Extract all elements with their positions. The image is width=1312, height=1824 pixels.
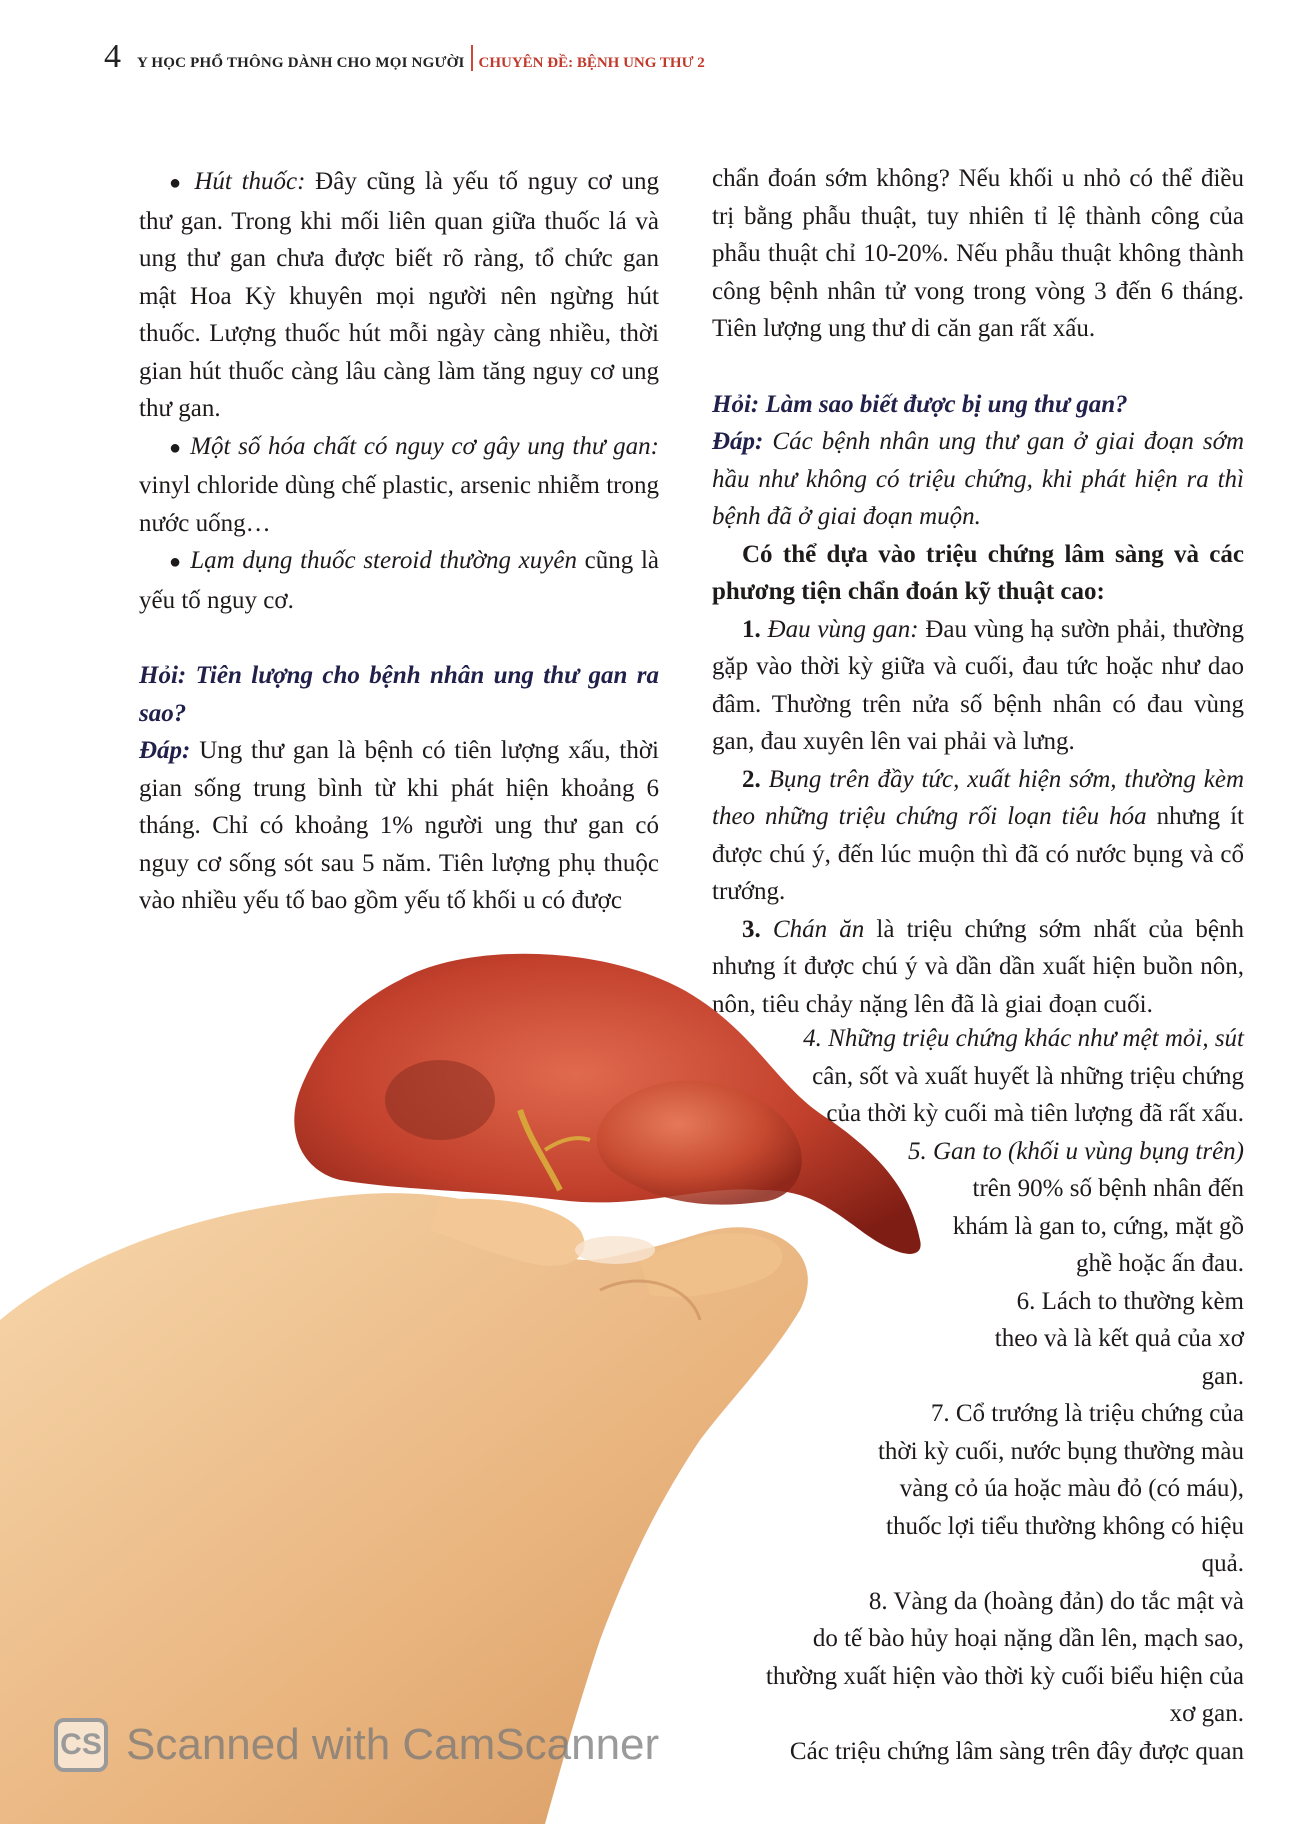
bullet-text: vinyl chloride dùng chế plastic, arsenic nhiễm trong nước uống… xyxy=(139,472,659,537)
symptom-1 xyxy=(712,611,1244,761)
bullet-lead: Hút thuốc: xyxy=(194,168,306,195)
wrap-line xyxy=(766,1245,1244,1283)
bullet-text: cũng là yếu tố nguy cơ. xyxy=(139,547,660,614)
wrap-line xyxy=(766,1358,1244,1396)
page-number: 4 xyxy=(104,38,121,75)
wrap-line xyxy=(766,1058,1244,1096)
bullet-dot-icon: ● xyxy=(169,436,183,459)
wrap-line xyxy=(766,1508,1244,1546)
wrap-line xyxy=(766,1545,1244,1583)
wrap-line xyxy=(766,1658,1244,1696)
wrap-text: vàng cỏ úa hoặc màu đỏ (có máu), xyxy=(899,1475,1244,1502)
camscanner-logo-icon: CS xyxy=(54,1718,108,1772)
topic-label: CHUYÊN ĐỀ: BỆNH UNG THƯ 2 xyxy=(478,55,705,71)
item-lead: Bụng trên đầy tức, xuất hiện sớm, thường kèm theo những triệu chứng rối loạn tiêu hóa xyxy=(712,765,1244,830)
answer-text: Ung thư gan là bệnh có tiên lượng xấu, thời gian sống trung bình từ khi phát hiện khoảng 6 tháng. Chỉ có khoảng 1% người ung thư gan có nguy cơ sống sót sau 5 năm. Tiên lượng phụ thuộc vào nhiều yếu tố bao gồm yếu tố khối u có được xyxy=(139,737,659,914)
item-number: 1. xyxy=(742,615,761,643)
wrap-text: trên 90% số bệnh nhân đến xyxy=(972,1175,1244,1202)
wrap-text: Các triệu chứng lâm sàng trên đây được quan xyxy=(789,1737,1244,1765)
wrap-line xyxy=(766,1433,1244,1471)
wrap-text: khám là gan to, cứng, mặt gồ xyxy=(952,1212,1244,1240)
wrap-text: 5. Gan to (khối u vùng bụng trên) xyxy=(907,1137,1244,1165)
wrap-text: 7. Cổ trướng là triệu chứng của xyxy=(930,1400,1244,1427)
item-number: 3. xyxy=(742,915,761,943)
question-prognosis: Hỏi: Tiên lượng cho bệnh nhân ung thư gan ra sao? xyxy=(139,662,659,727)
question-diagnosis: Hỏi: Làm sao biết được bị ung thư gan? xyxy=(712,390,1128,418)
right-column xyxy=(712,160,1244,1023)
wrap-line xyxy=(766,1208,1244,1246)
wrap-text: của thời kỳ cuối mà tiên lượng đã rất xấu. xyxy=(826,1100,1244,1127)
wrap-line xyxy=(766,1320,1244,1358)
wrap-line xyxy=(766,1283,1244,1321)
wrap-text: cân, sốt và xuất huyết là những triệu chứng xyxy=(812,1062,1244,1090)
wrap-text: thời kỳ cuối, nước bụng thường màu xyxy=(877,1437,1244,1465)
bullet-lead: Một số hóa chất có nguy cơ gây ung thư gan: xyxy=(190,432,659,460)
magazine-title: Y HỌC PHỔ THÔNG DÀNH CHO MỌI NGƯỜI xyxy=(137,55,465,71)
wrap-line xyxy=(766,1133,1244,1171)
page-header xyxy=(104,38,705,78)
bullet-chemicals xyxy=(139,428,659,543)
wrap-line xyxy=(766,1695,1244,1733)
wrap-line xyxy=(766,1095,1244,1133)
wrap-line xyxy=(766,1620,1244,1658)
answer-label: Đáp: xyxy=(139,737,191,764)
bullet-dot-icon: ● xyxy=(169,172,185,194)
wrap-text: xơ gan. xyxy=(1169,1700,1244,1727)
answer-label: Đáp: xyxy=(712,428,764,455)
wrap-line xyxy=(766,1583,1244,1621)
item-text: Đau vùng hạ sườn phải, thường gặp vào thời kỳ giữa và cuối, đau tức hoặc như dao đâm. Thường trên nửa số bệnh nhân có đau vùng gan, đau xuyên lên vai phải và lưng. xyxy=(712,615,1244,755)
wrap-line xyxy=(766,1170,1244,1208)
symptom-2 xyxy=(712,761,1244,911)
left-column xyxy=(139,163,659,920)
bullet-steroid xyxy=(139,542,659,619)
wrap-text: 4. Những triệu chứng khác như mệt mỏi, sút xyxy=(803,1025,1244,1052)
wrap-text: theo và là kết quả của xơ xyxy=(994,1325,1244,1352)
wrap-line xyxy=(766,1395,1244,1433)
answer-diagnosis xyxy=(712,423,1244,536)
wrapped-symptom-text xyxy=(766,1020,1244,1770)
gallbladder xyxy=(385,1060,495,1140)
wrap-text: thường xuất hiện vào thời kỳ cuối biểu hiện của xyxy=(765,1662,1244,1690)
symptoms-intro: Có thể dựa vào triệu chứng lâm sàng và các phương tiện chẩn đoán kỹ thuật cao: xyxy=(712,540,1244,605)
prognosis-continued: chẩn đoán sớm không? Nếu khối u nhỏ có thể điều trị bằng phẫu thuật, tuy nhiên tỉ lệ thành công của phẫu thuật chỉ 10-20%. Nếu phẫu thuật không thành công bệnh nhân tử vong trong vòng 3 đến 6 tháng. Tiên lượng ung thư di căn gan rất xấu. xyxy=(712,165,1244,342)
item-lead: Chán ăn xyxy=(760,915,865,943)
item-text: là triệu chứng sớm nhất của bệnh nhưng ít được chú ý và dần dần xuất hiện buồn nôn, nôn, tiêu chảy nặng lên đã là giai đoạn cuối. xyxy=(712,915,1244,1018)
item-number: 2. xyxy=(742,765,761,793)
wrap-text: 8. Vàng da (hoàng đản) do tắc mật và xyxy=(868,1587,1244,1615)
bullet-dot-icon: ● xyxy=(169,551,183,573)
item-lead: Đau vùng gan: xyxy=(760,615,919,643)
answer-text: Các bệnh nhân ung thư gan ở giai đoạn sớm hầu như không có triệu chứng, khi phát hiện ra thì bệnh đã ở giai đoạn muộn. xyxy=(712,428,1244,530)
wrap-line xyxy=(766,1470,1244,1508)
item-text: nhưng ít được chú ý, đến lúc muộn thì đã có nước bụng và cổ trướng. xyxy=(712,803,1244,905)
watermark-text: Scanned with CamScanner xyxy=(126,1720,660,1769)
bullet-lead: Lạm dụng thuốc steroid thường xuyên xyxy=(190,547,577,574)
wrap-line xyxy=(766,1020,1244,1058)
wrap-text: thuốc lợi tiểu thường không có hiệu xyxy=(886,1512,1244,1540)
bullet-text: Đây cũng là yếu tố nguy cơ ung thư gan. Trong khi mối liên quan giữa thuốc lá và ung thư gan chưa được biết rõ ràng, tổ chức gan mật Hoa Kỳ khuyên mọi người nên ngừng hút thuốc. Lượng thuốc hút mỗi ngày càng nhiều, thời gian hút thuốc càng lâu càng làm tăng nguy cơ ung thư gan. xyxy=(139,168,659,422)
bullet-smoking xyxy=(139,163,659,428)
fingernail xyxy=(575,1236,655,1264)
wrap-line xyxy=(766,1733,1244,1771)
header-divider xyxy=(471,45,473,71)
answer-prognosis xyxy=(139,732,659,920)
camscanner-watermark xyxy=(54,1718,659,1772)
wrap-text: do tế bào hủy hoại nặng dần lên, mạch sao, xyxy=(812,1625,1244,1652)
wrap-text: gan. xyxy=(1201,1362,1244,1390)
wrap-text: quả. xyxy=(1201,1550,1244,1577)
wrap-text: 6. Lách to thường kèm xyxy=(1016,1287,1244,1315)
wrap-text: ghề hoặc ấn đau. xyxy=(1076,1250,1244,1277)
